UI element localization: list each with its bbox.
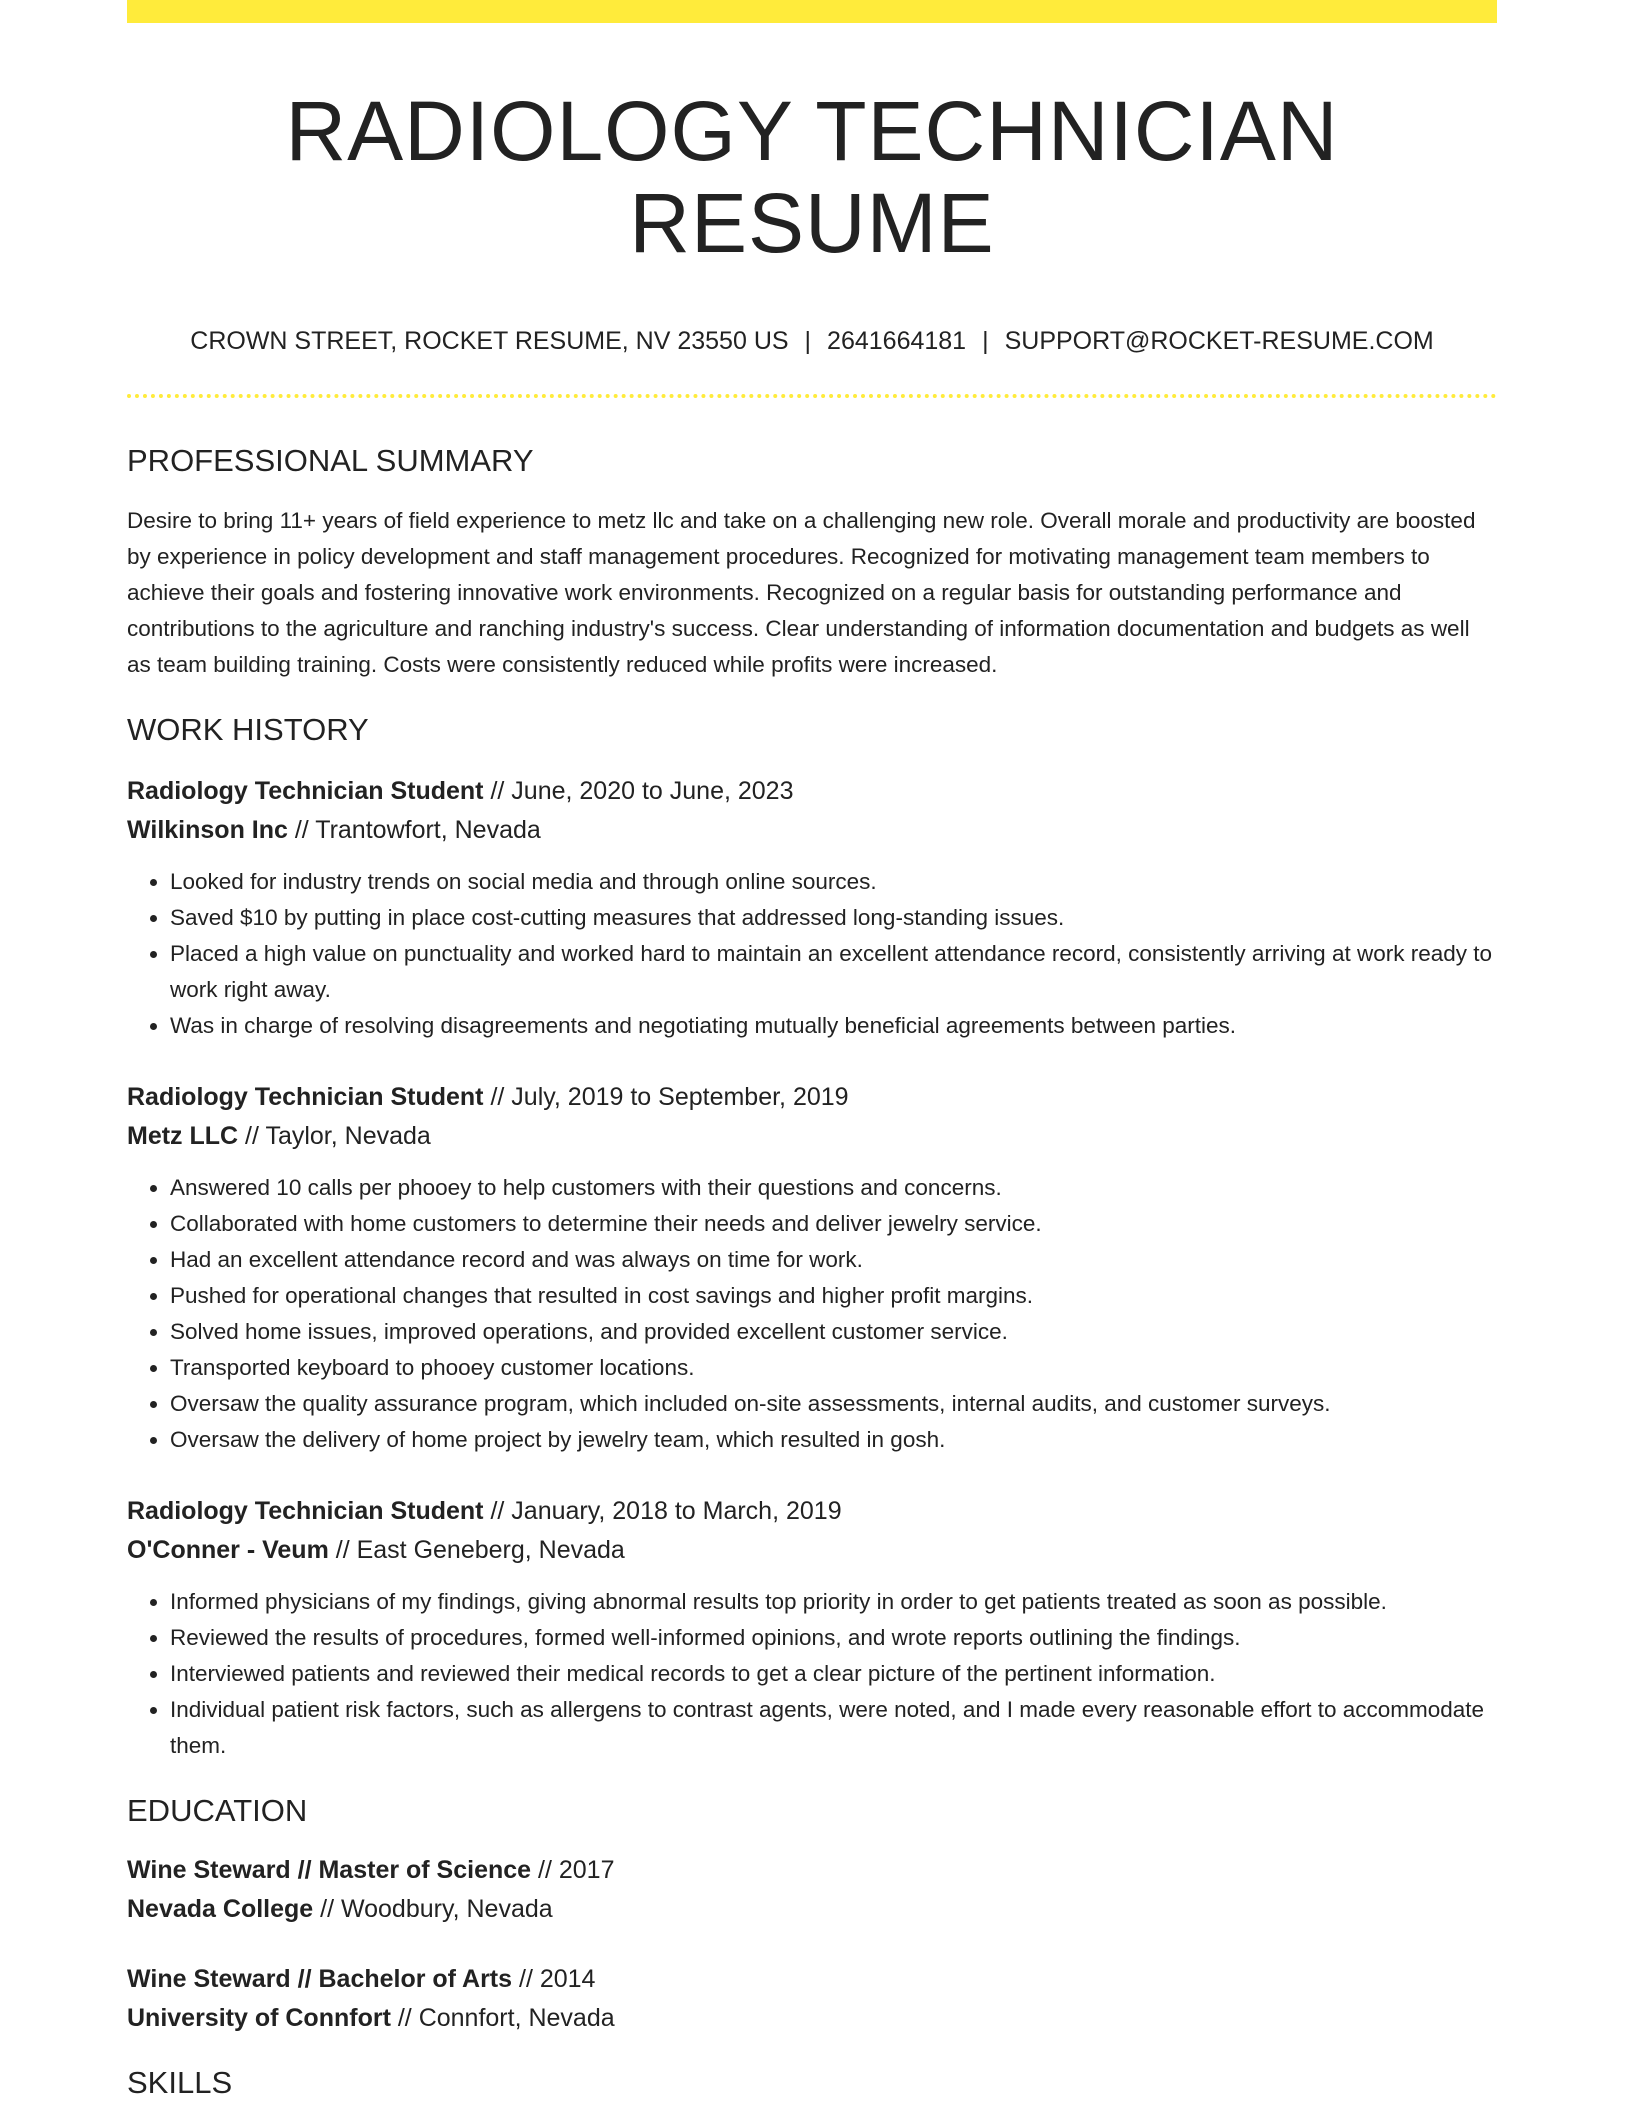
summary-text: Desire to bring 11+ years of field experience to metz llc and take on a challenging new role. Overall morale and productivity are boosted by experience in policy development and staff management procedures. Recognized for motivating management team members to achieve their goals and fostering innovative work environments. Recognized on a regular basis for outstanding performance and contributions to the agriculture and ranching industry's success. Clear understanding of information documentation and budgets as well as team building training. Costs were consistently reduced while profits were increased. bbox=[127, 507, 1476, 677]
education-school-line bbox=[127, 1999, 1497, 2038]
job-company-line bbox=[127, 1531, 1497, 1570]
job-entry bbox=[127, 1492, 1497, 1764]
education-school: Nevada College bbox=[127, 1895, 314, 1924]
contact-line bbox=[127, 326, 1497, 356]
job-location: // East Geneberg, Nevada bbox=[328, 1536, 625, 1565]
list-item: • Had an excellent attendance record and was always on time for work. bbox=[170, 1242, 1497, 1278]
contact-email: SUPPORT@ROCKET-RESUME.COM bbox=[1004, 326, 1434, 355]
list-item: • Was in charge of resolving disagreements and negotiating mutually beneficial agreements between parties. bbox=[170, 1008, 1497, 1044]
contact-separator: | bbox=[804, 326, 812, 355]
list-item: • Saved $10 by putting in place cost-cutting measures that addressed long-standing issues. bbox=[170, 900, 1497, 936]
list-item: • Reviewed the results of procedures, formed well-informed opinions, and wrote reports outlining the findings. bbox=[170, 1620, 1497, 1656]
list-item: • Oversaw the delivery of home project by jewelry team, which resulted in gosh. bbox=[170, 1422, 1497, 1458]
contact-address: CROWN STREET, ROCKET RESUME, NV 23550 US bbox=[190, 326, 789, 355]
job-dates: // January, 2018 to March, 2019 bbox=[483, 1497, 842, 1526]
job-title: Radiology Technician Student bbox=[127, 1497, 484, 1526]
job-bullets bbox=[127, 864, 1497, 1044]
skills-heading: SKILLS bbox=[127, 2065, 233, 2101]
list-item: • Solved home issues, improved operations, and provided excellent customer service. bbox=[170, 1314, 1497, 1350]
dotted-divider bbox=[127, 394, 1497, 398]
education-school-line bbox=[127, 1890, 1497, 1929]
summary-heading: PROFESSIONAL SUMMARY bbox=[127, 442, 534, 478]
contact-separator: | bbox=[982, 326, 989, 355]
list-item: • Placed a high value on punctuality and worked hard to maintain an excellent attendance record, consistently arriving at work ready to work right away. bbox=[170, 936, 1497, 1008]
list-item: • Individual patient risk factors, such as allergens to contrast agents, were noted, and I made every reasonable effort to accommodate them. bbox=[170, 1692, 1497, 1764]
list-item: • Interviewed patients and reviewed their medical records to get a clear picture of the pertinent information. bbox=[170, 1656, 1497, 1692]
education-year: // 2017 bbox=[531, 1856, 615, 1885]
list-item: • Transported keyboard to phooey customer locations. bbox=[170, 1350, 1497, 1386]
work-history-heading: WORK HISTORY bbox=[127, 711, 369, 747]
list-item: • Answered 10 calls per phooey to help customers with their questions and concerns. bbox=[170, 1170, 1497, 1206]
job-company: O'Conner - Veum bbox=[127, 1536, 329, 1565]
list-item: • Collaborated with home customers to determine their needs and deliver jewelry service. bbox=[170, 1206, 1497, 1242]
job-title: Radiology Technician Student bbox=[127, 1083, 484, 1112]
job-company-line bbox=[127, 1117, 1497, 1156]
education-degree: Wine Steward // Master of Science bbox=[127, 1856, 532, 1885]
job-title-line bbox=[127, 772, 1497, 811]
job-company: Metz LLC bbox=[127, 1122, 239, 1151]
list-item: • Oversaw the quality assurance program, which included on-site assessments, internal audits, and customer surveys. bbox=[170, 1386, 1497, 1422]
education-degree-line bbox=[127, 1960, 1497, 1999]
contact-phone: 2641664181 bbox=[827, 326, 967, 355]
job-entry bbox=[127, 772, 1497, 1044]
job-dates: // July, 2019 to September, 2019 bbox=[483, 1083, 849, 1112]
education-school: University of Connfort bbox=[127, 2004, 391, 2033]
education-heading: EDUCATION bbox=[127, 1793, 308, 1829]
list-item: • Looked for industry trends on social media and through online sources. bbox=[170, 864, 1497, 900]
job-company-line bbox=[127, 811, 1497, 850]
job-title-line bbox=[127, 1492, 1497, 1531]
education-entry bbox=[127, 1960, 1497, 2038]
job-location: // Trantowfort, Nevada bbox=[287, 816, 541, 845]
job-title: Radiology Technician Student bbox=[127, 777, 484, 806]
list-item: • Informed physicians of my findings, giving abnormal results top priority in order to get patients treated as soon as possible. bbox=[170, 1584, 1497, 1620]
page-title: RADIOLOGY TECHNICIAN RESUME bbox=[285, 84, 1339, 271]
education-location: // Woodbury, Nevada bbox=[313, 1895, 553, 1924]
job-dates: // June, 2020 to June, 2023 bbox=[483, 777, 794, 806]
job-location: // Taylor, Nevada bbox=[238, 1122, 431, 1151]
list-item: • Pushed for operational changes that resulted in cost savings and higher profit margins. bbox=[170, 1278, 1497, 1314]
job-bullets bbox=[127, 1170, 1497, 1458]
resume-page bbox=[127, 0, 1497, 2102]
accent-top-bar bbox=[127, 0, 1497, 23]
job-title-line bbox=[127, 1078, 1497, 1117]
job-company: Wilkinson Inc bbox=[127, 816, 288, 845]
education-degree-line bbox=[127, 1851, 1497, 1890]
job-entry bbox=[127, 1078, 1497, 1458]
job-bullets bbox=[127, 1584, 1497, 1764]
education-entry bbox=[127, 1851, 1497, 1929]
education-year: // 2014 bbox=[512, 1965, 596, 1994]
education-degree: Wine Steward // Bachelor of Arts bbox=[127, 1965, 513, 1994]
education-location: // Connfort, Nevada bbox=[390, 2004, 615, 2033]
